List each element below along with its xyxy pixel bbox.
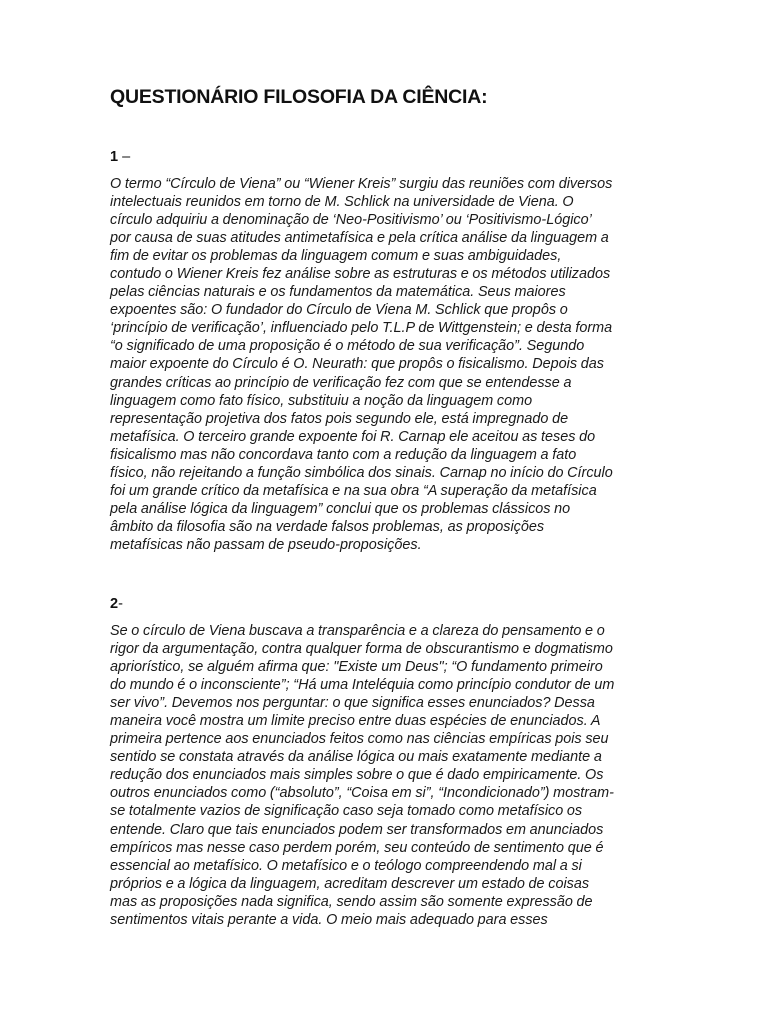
- answer-line: pela análise lógica da linguagem” conclui que os problemas clássicos no: [110, 500, 571, 517]
- answer-line: do mundo é o inconsciente”; “Há uma Inteléquia como princípio condutor de um: [110, 677, 615, 694]
- answer-line: metafísica. O terceiro grande expoente foi R. Carnap ele aceitou as teses do: [110, 428, 596, 445]
- answer-line: intelectuais reunidos em torno de M. Schlick na universidade de Viena. O: [110, 194, 574, 211]
- answer-line: empíricos mas nesse caso perdem porém, seu conteúdo de sentimento que é: [110, 839, 604, 856]
- answer-line: fisicalismo mas não concordava tanto com a redução da linguagem a fato: [110, 446, 577, 463]
- answer-line: O termo “Círculo de Viena” ou “Wiener Kreis” surgiu das reuniões com diversos: [110, 176, 613, 192]
- answer-line: mas as proposições nada significa, sendo assim são somente expressão de: [110, 893, 593, 910]
- answer-line: apriorístico, se alguém afirma que: "Existe um Deus"; “O fundamento primeiro: [110, 659, 603, 676]
- answer-line: entende. Claro que tais enunciados podem ser transformados em anunciados: [110, 821, 604, 838]
- question-number: [110, 596, 658, 612]
- answer-line: sentido se constata através da análise lógica ou mais exatamente mediante a: [110, 749, 602, 766]
- question-number-digit: 1: [110, 149, 119, 165]
- answer-line: maneira você mostra um limite preciso entre duas espécies de enunciados. A: [110, 713, 601, 730]
- answer-line: representação projetiva dos fatos pois segundo ele, está impregnado de: [110, 410, 569, 427]
- answer-line: linguagem como fato físico, substituiu a noção da linguagem como: [110, 392, 533, 409]
- question-number-digit: 2: [110, 595, 119, 612]
- answer-line: círculo adquiriu a denominação de ‘Neo-Positivismo’ ou ‘Positivismo-Lógico’: [110, 212, 592, 229]
- answer-line: primeira pertence aos enunciados feitos como nas ciências empíricas pois seu: [110, 731, 609, 748]
- document-page: [110, 86, 658, 929]
- answer-line: se totalmente vazios de significação caso seja tomado como metafísico os: [110, 803, 583, 820]
- answer-line: fim de evitar os problemas da linguagem comum e suas ambiguidades,: [110, 248, 562, 265]
- answer-line: sentimentos vitais perante a vida. O meio mais adequado para esses: [110, 911, 548, 928]
- answer-line: pelas ciências naturais e os fundamentos da matemática. Seus maiores: [110, 284, 566, 301]
- answer-line: metafísicas não passam de pseudo-proposições.: [110, 536, 422, 553]
- question-1: [110, 149, 658, 554]
- answer-paragraph: [110, 175, 658, 554]
- answer-line: essencial ao metafísico. O metafísico e o teólogo compreendendo mal a si: [110, 857, 582, 874]
- answer-line: expoentes são: O fundador do Círculo de Viena M. Schlick que propôs o: [110, 302, 568, 319]
- answer-line: próprios e a lógica da linguagem, acreditam descrever um estado de coisas: [110, 875, 590, 892]
- answer-line: contudo o Wiener Kreis fez análise sobre as estruturas e os métodos utilizados: [110, 266, 611, 283]
- answer-line: grandes críticas ao princípio de verificação fez com que se entendesse a: [110, 374, 572, 391]
- question-number: [110, 149, 658, 165]
- question-number-separator: -: [118, 595, 123, 612]
- answer-line: ‘princípio de verificação’, influenciado pelo T.L.P de Wittgenstein; e desta forma: [110, 320, 613, 337]
- answer-line: Se o círculo de Viena buscava a transparência e a clareza do pensamento e o: [110, 622, 605, 639]
- answer-line: ser vivo”. Devemos nos perguntar: o que significa esses enunciados? Dessa: [110, 695, 595, 712]
- answer-line: outros enunciados como (“absoluto”, “Coisa em si”, “Incondicionado”) mostram-: [110, 785, 614, 802]
- answer-line: maior expoente do Círculo é O. Neurath: que propôs o fisicalismo. Depois das: [110, 356, 604, 373]
- question-2: [110, 596, 658, 929]
- answer-line: rigor da argumentação, contra qualquer forma de obscurantismo e dogmatismo: [110, 641, 613, 658]
- document-title: QUESTIONÁRIO FILOSOFIA DA CIÊNCIA:: [110, 86, 488, 108]
- answer-line: redução dos enunciados mais simples sobre o que é dado empiricamente. Os: [110, 767, 604, 784]
- answer-paragraph: [110, 622, 658, 929]
- answer-line: físico, não rejeitando a função simbólica dos sinais. Carnap no início do Círculo: [110, 464, 613, 481]
- answer-line: foi um grande crítico da metafísica e na sua obra “A superação da metafísica: [110, 482, 597, 499]
- answer-line: âmbito da filosofia são na verdade falsos problemas, as proposições: [110, 518, 545, 535]
- answer-line: “o significado de uma proposição é o método de sua verificação”. Segundo: [110, 338, 585, 355]
- question-number-separator: –: [118, 149, 131, 165]
- answer-line: por causa de suas atitudes antimetafísica e pela crítica análise da linguagem a: [110, 230, 609, 247]
